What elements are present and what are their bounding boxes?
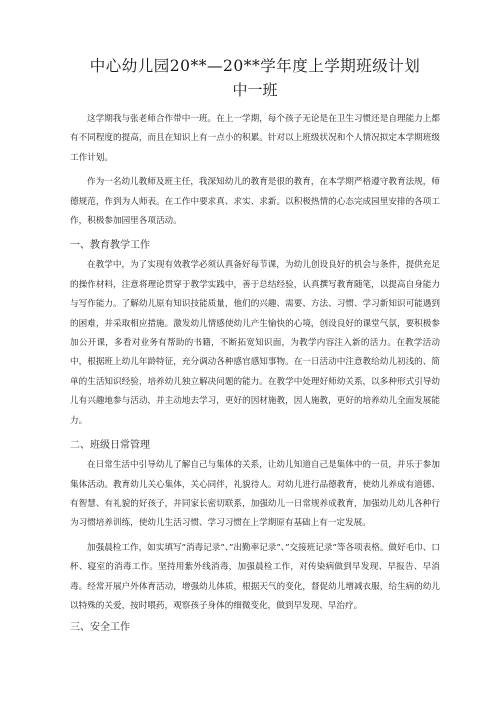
intro-paragraph-2: 作为一名幼儿教师及班主任，我深知幼儿的教育是很的教育，在本学期严格遵守教育法规，师德规范，作到为人师表。在工作中要求真、求实、求新。以积极热情的心态完成园里安排的各项工作，积极参加园里各项活动。 <box>70 177 440 227</box>
section-heading-teaching: 一、教育教学工作 <box>70 240 150 252</box>
section-teaching-paragraph: 在教学中，为了实现有效教学必须认真备好每节课，为幼儿创设良好的机会与条件，提供充足的操作材料，注意将理论贯穿于教学实践中，善于总结经验，认真撰写教育随笔，以提高自身能力与写作能力。了解幼儿原有知识技能质量，他们的兴趣、需要、方法、习惯、学习新知识可能遇到的困难，并采取相应措施。激发幼儿情感使幼儿产生愉快的心境，创设良好的课堂气氛，要积极参加公开课，多看对业务有帮助的书籍，不断拓宽知识面，为教学内容注入新的活力。在教学活动中，根据班上幼儿年龄特征，充分调动各种感官感知事物。在一日活动中注意教给幼儿初浅的、简单的生活知识经验，培养幼儿独立解决问题的能力。在教学中处理好师幼关系，以多种形式引导幼儿有兴趣地参与活动，并主动地去学习，更好的因材施教，因人施教，更好的培养幼儿全面发展能力。 <box>70 260 440 426</box>
document-subtitle: 中一班 <box>232 81 278 99</box>
section-management-paragraph-1: 在日常生活中引导幼儿了解自己与集体的关系，让幼儿知道自己是集体中的一员，并乐于参加集体活动。教育幼儿关心集体，关心同伴，礼貌待人。对幼儿进行品德教育，使幼儿养成有道德、有智慧、有礼貌的好孩子，并同家长密切联系，加强幼儿一日常规养成教育，加强幼儿幼儿各种行为习惯培养训练，使幼儿生活习惯、学习习惯在上学期原有基础上有一定发展。 <box>70 460 440 529</box>
document-title: 中心幼儿园20**—20**学年度上学期班级计划 <box>89 57 421 75</box>
section-management-paragraph-2: 加强晨检工作，如实填写“消毒记录”、”出勤率记录”、”交接班记录”等各项表格。做好毛巾、口杯、寝室的消毒工作。坚持用紫外线消毒，加强晨检工作，对传染病做到早发现、早报告、早消毒。经常开展户外体育活动，增强幼儿体质，根据天气的变化，督促幼儿增减衣服，给生病的幼儿以特殊的关爱，按时喂药，观察孩子身体的细微变化，做到早发现、早治疗。 <box>70 542 440 611</box>
intro-paragraph-1: 这学期我与张老师合作带中一班。在上一学期，每个孩子无论是在卫生习惯还是自理能力上都有不同程度的提高，而且在知识上有一点小的积累。针对以上班级状况和个人情况拟定本学期班级工作计划。 <box>70 114 440 163</box>
section-heading-safety: 三、安全工作 <box>70 622 130 634</box>
section-heading-class-management: 二、班级日常管理 <box>70 440 150 452</box>
